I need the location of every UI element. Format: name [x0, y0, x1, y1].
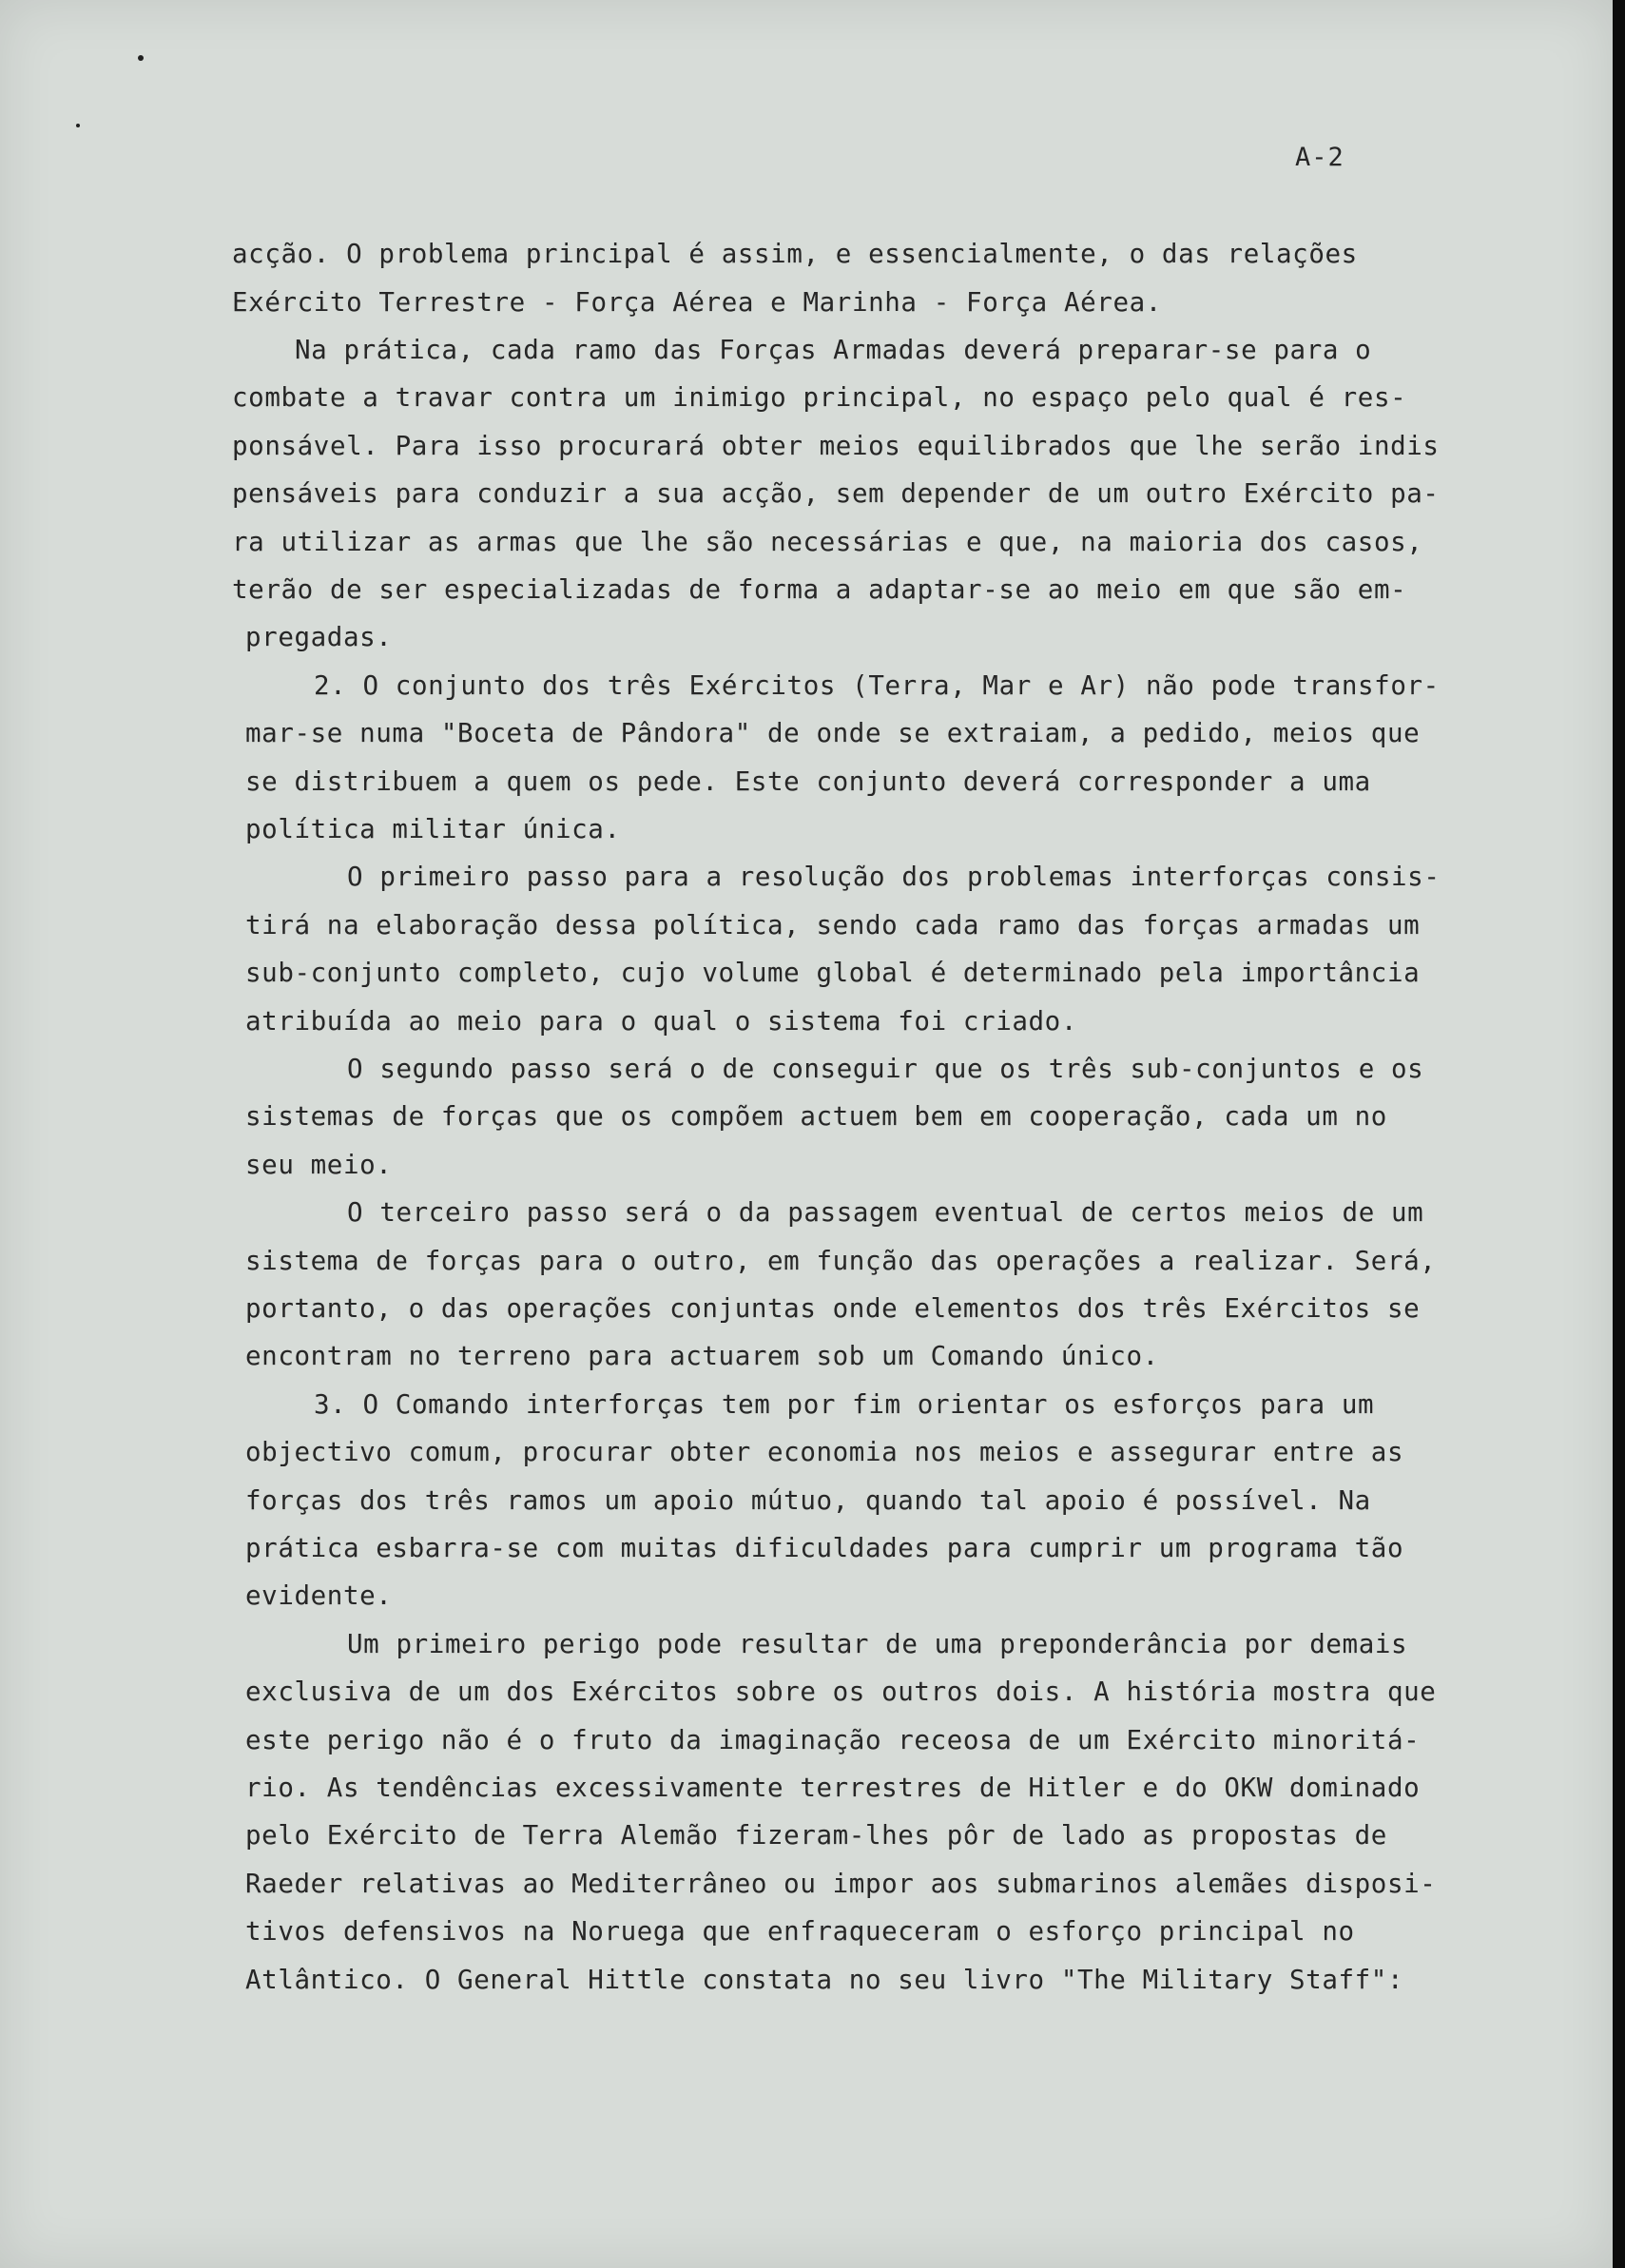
text-line: pregadas. [245, 622, 393, 652]
punch-mark [76, 124, 80, 127]
text-line: forças dos três ramos um apoio mútuo, quando tal apoio é possível. Na [245, 1485, 1371, 1516]
text-line: Raeder relativas ao Mediterrâneo ou impor aos submarinos alemães disposi- [245, 1869, 1437, 1899]
text-line: Um primeiro perigo pode resultar de uma preponderância por demais [347, 1629, 1408, 1659]
text-line: exclusiva de um dos Exércitos sobre os outros dois. A história mostra que [245, 1677, 1437, 1707]
text-line: O segundo passo será o de conseguir que os três sub-conjuntos e os [347, 1054, 1424, 1084]
text-line: terão de ser especializadas de forma a adaptar-se ao meio em que são em- [232, 574, 1407, 605]
text-line: seu meio. [245, 1150, 393, 1180]
text-line: combate a travar contra um inimigo principal, no espaço pelo qual é res- [232, 382, 1407, 413]
text-line: prática esbarra-se com muitas dificuldades para cumprir um programa tão [245, 1533, 1404, 1563]
text-line: Exército Terrestre - Força Aérea e Marinha - Força Aérea. [232, 287, 1162, 318]
text-line: sistema de forças para o outro, em função das operações a realizar. Será, [245, 1246, 1437, 1276]
text-line: tirá na elaboração dessa política, sendo cada ramo das forças armadas um [245, 910, 1421, 940]
punch-mark [138, 55, 144, 61]
text-line: evidente. [245, 1580, 393, 1611]
text-line: pelo Exército de Terra Alemão fizeram-lhes pôr de lado as propostas de [245, 1820, 1387, 1851]
text-line: ponsável. Para isso procurará obter meios equilibrados que lhe serão indis [232, 431, 1440, 461]
text-line: sistemas de forças que os compõem actuem bem em cooperação, cada um no [245, 1101, 1387, 1132]
text-line: portanto, o das operações conjuntas onde elementos dos três Exércitos se [245, 1293, 1421, 1324]
text-line: este perigo não é o fruto da imaginação receosa de um Exército minoritá- [245, 1725, 1421, 1755]
text-line: política militar única. [245, 814, 621, 844]
text-line: se distribuem a quem os pede. Este conjunto deverá corresponder a uma [245, 766, 1371, 797]
text-line: pensáveis para conduzir a sua acção, sem depender de um outro Exército pa- [232, 478, 1440, 509]
text-line: rio. As tendências excessivamente terrestres de Hitler e do OKW dominado [245, 1773, 1421, 1803]
text-line: O primeiro passo para a resolução dos problemas interforças consis- [347, 862, 1441, 892]
text-line: ra utilizar as armas que lhe são necessárias e que, na maioria dos casos, [232, 527, 1423, 557]
text-line: Atlântico. O General Hittle constata no seu livro "The Military Staff": [245, 1965, 1404, 1995]
text-line: 2. O conjunto dos três Exércitos (Terra, Mar e Ar) não pode transfor- [314, 670, 1440, 701]
text-line: Na prática, cada ramo das Forças Armadas deverá preparar-se para o [295, 335, 1372, 365]
scan-border [1613, 0, 1625, 2268]
text-line: tivos defensivos na Noruega que enfraqueceram o esforço principal no [245, 1916, 1355, 1947]
page-number: A-2 [1295, 143, 1344, 172]
text-line: mar-se numa "Boceta de Pândora" de onde se extraiam, a pedido, meios que [245, 718, 1421, 748]
text-line: atribuída ao meio para o qual o sistema foi criado. [245, 1006, 1077, 1037]
text-line: objectivo comum, procurar obter economia nos meios e assegurar entre as [245, 1437, 1404, 1467]
text-line: sub-conjunto completo, cujo volume global é determinado pela importância [245, 958, 1421, 988]
text-line: encontram no terreno para actuarem sob um Comando único. [245, 1341, 1159, 1371]
text-line: acção. O problema principal é assim, e essencialmente, o das relações [232, 239, 1358, 269]
text-line: O terceiro passo será o da passagem eventual de certos meios de um [347, 1197, 1424, 1228]
text-line: 3. O Comando interforças tem por fim orientar os esforços para um [314, 1389, 1375, 1420]
